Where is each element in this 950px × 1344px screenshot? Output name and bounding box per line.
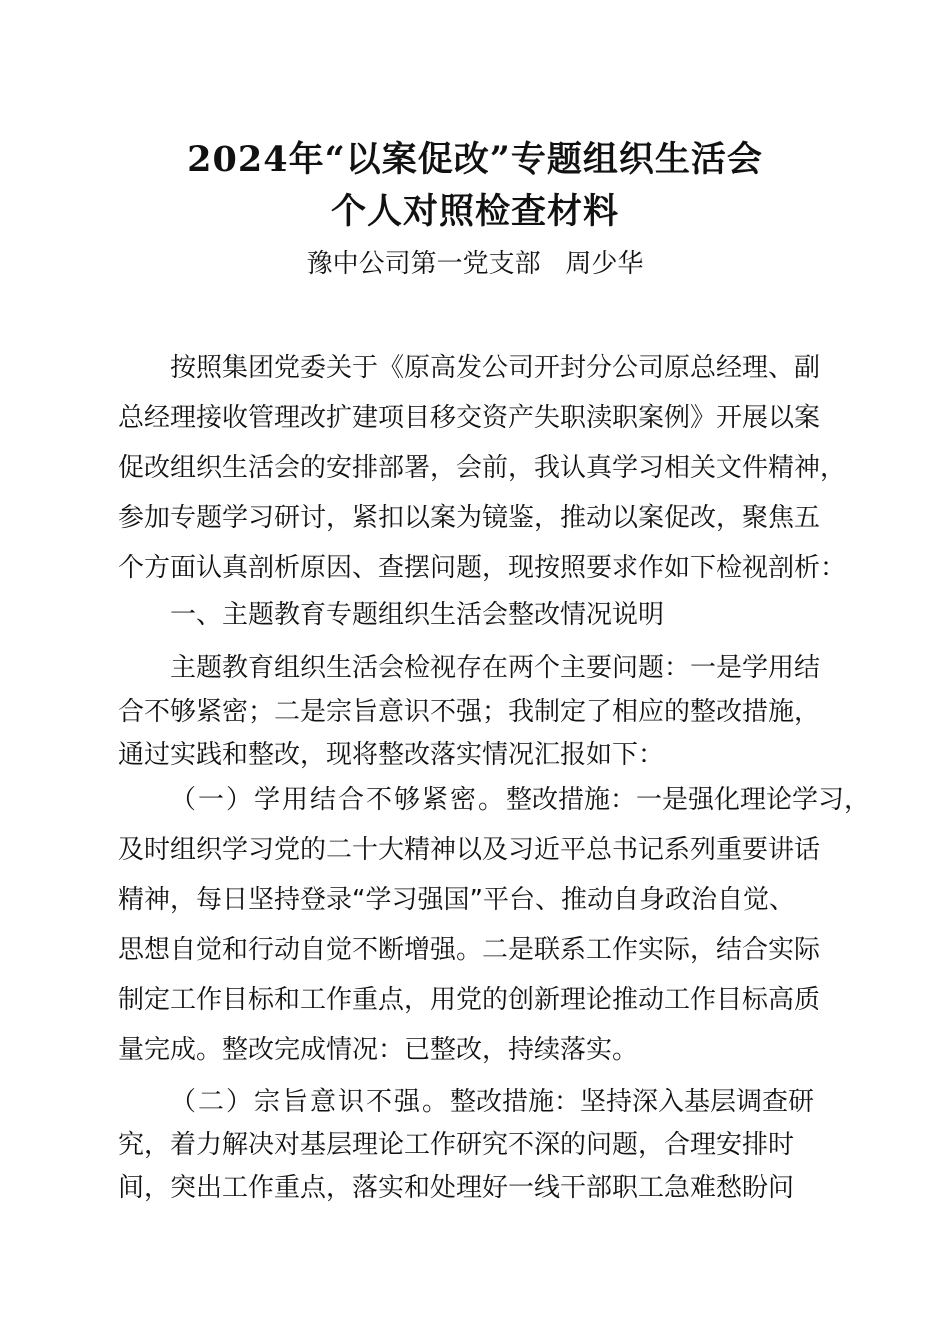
item-1-label: （一）学用结合不够紧密。 — [170, 785, 507, 815]
document-title-line-2: 个人对照检查材料 — [330, 191, 619, 232]
item-1-text: 整改措施：一是强化理论学习， — [506, 785, 871, 815]
paragraph-line: 参加专题学习研讨，紧扣以案为镜鉴，推动以案促改，聚焦五 — [118, 503, 821, 533]
paragraph-line: 合不够紧密；二是宗旨意识不强；我制定了相应的整改措施， — [118, 697, 821, 727]
paragraph-line: 促改组织生活会的安排部署，会前，我认真学习相关文件精神， — [118, 453, 847, 483]
paragraph-line: 量完成。整改完成情况：已整改，持续落实。 — [118, 1035, 639, 1065]
item-2-label: （二）宗旨意识不强。 — [170, 1087, 451, 1117]
paragraph-line: 通过实践和整改，现将整改落实情况汇报如下： — [118, 740, 665, 770]
author-byline: 豫中公司第一党支部 周少华 — [306, 249, 644, 279]
paragraph-line: 精神，每日坚持登录“学习强国”平台、推动自身政治自觉、 — [118, 885, 795, 915]
paragraph-line: 按照集团党委关于《原高发公司开封分公司原总经理、副 — [170, 353, 821, 383]
item-2-text: 整改措施：坚持深入基层调查研 — [450, 1087, 815, 1117]
item-1-first-line — [170, 780, 870, 820]
document-title-line-1: 2024年“以案促改”专题组织生活会 — [187, 139, 763, 180]
paragraph-line: 制定工作目标和工作重点，用党的创新理论推动工作目标高质 — [118, 985, 821, 1015]
section-heading: 一、主题教育专题组织生活会整改情况说明 — [170, 600, 665, 630]
paragraph-line: 总经理接收管理改扩建项目移交资产失职渎职案例》开展以案 — [118, 403, 821, 433]
paragraph-line: 究，着力解决对基层理论工作研究不深的问题，合理安排时 — [118, 1130, 795, 1160]
item-2-first-line — [170, 1082, 814, 1122]
paragraph-line: 思想自觉和行动自觉不断增强。二是联系工作实际，结合实际 — [118, 935, 821, 965]
paragraph-line: 及时组织学习党的二十大精神以及习近平总书记系列重要讲话 — [118, 835, 821, 865]
paragraph-line: 间，突出工作重点，落实和处理好一线干部职工急难愁盼问 — [118, 1173, 795, 1203]
paragraph-line: 主题教育组织生活会检视存在两个主要问题：一是学用结 — [170, 653, 821, 683]
paragraph-line: 个方面认真剖析原因、查摆问题，现按照要求作如下检视剖析： — [118, 553, 847, 583]
